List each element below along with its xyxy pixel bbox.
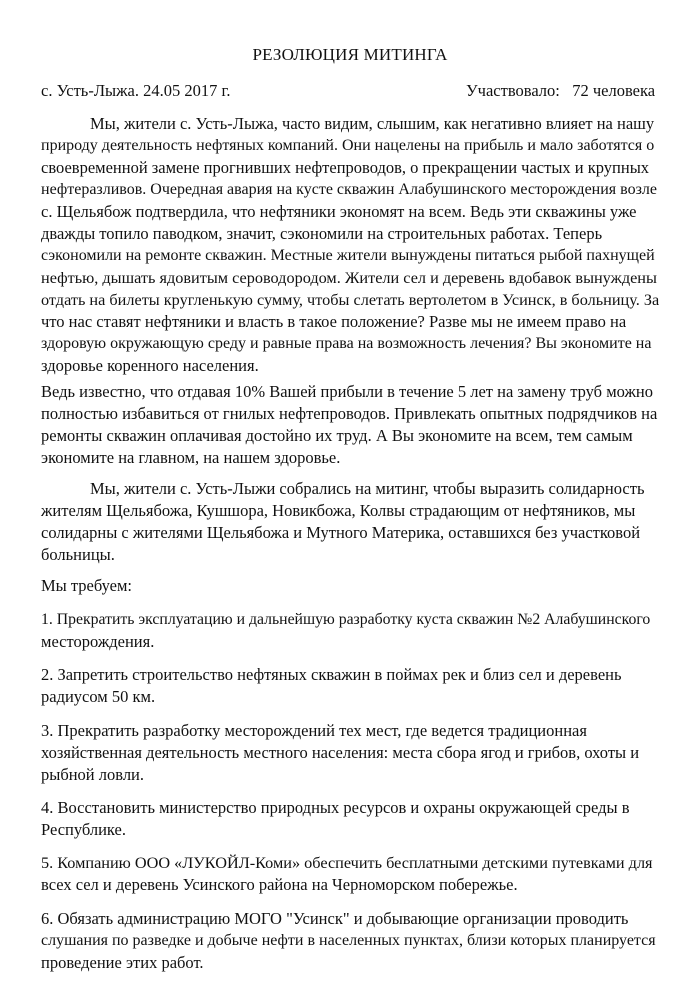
demands-heading [41, 575, 659, 597]
text-line: 1. Прекратить эксплуатацию и дальнейшую разработку куста скважин №2 Алабушинского [41, 611, 651, 628]
text-line: 4. Восстановить министерство природных ресурсов и охраны окружающей среды в [41, 798, 630, 817]
text-line: Ведь известно, что отдавая 10% Вашей прибыли в течение 5 лет на замену труб можно [41, 382, 653, 401]
paragraph-solidarity [41, 478, 659, 566]
text-line: всех сел и деревень Усинского района на Черноморском побережье. [41, 875, 518, 894]
text-line: солидарны с жителями Щельябожа и Мутного Материка, оставшихся без участковой [41, 523, 641, 542]
text-line: экономите на главном, на нашем здоровье. [41, 448, 341, 467]
text-line: нефтью, дышать ядовитым сероводородом. Жители сел и деревень вдобавок вынуждены [41, 269, 657, 287]
text-line: с. Щельябож подтвердила, что нефтяники экономят на всем. Ведь эти скважины уже [41, 202, 637, 221]
demand-6 [41, 908, 659, 974]
text-line: нефтеразливов. Очередная авария на кусте скважин Алабушинского месторождения возле [41, 181, 658, 198]
text-line: 3. Прекратить разработку месторождений тех мест, где ведется традиционная [41, 721, 587, 740]
text-line: 6. Обязать администрацию МОГО "Усинск" и добывающие организации проводить [41, 909, 629, 928]
text-line: Мы, жители с. Усть-Лыжи собрались на митинг, чтобы выразить солидарность [90, 479, 645, 498]
text-line: полностью избавиться от гнилых нефтепроводов. Привлекать опытных подрядчиков на [41, 404, 658, 423]
text-line: сэкономили на ремонте скважин. Местные жители вынуждены питаться рыбой пахнущей [41, 247, 655, 264]
participants-count: Участвовало: 72 человека [466, 81, 656, 100]
text-line: жителям Щельябожа, Кушшора, Новикбожа, Колвы страдающим от нефтяников, мы [41, 501, 636, 520]
text-line: 2. Запретить строительство нефтяных скважин в поймах рек и близ сел и деревень [41, 665, 622, 684]
paragraph-pipes [41, 381, 659, 469]
document-title: РЕЗОЛЮЦИЯ МИТИНГА [252, 45, 448, 64]
text-line: природу деятельность нефтяных компаний. Они нацелены на прибыль и мало заботятся о [41, 137, 655, 154]
text-line: хозяйственная деятельность местного населения: места сбора ягод и грибов, охоты и [41, 743, 640, 762]
text-line: дважды топило паводком, значит, сэкономили на строительных работах. Теперь [41, 224, 603, 243]
paragraph-intro [41, 113, 659, 377]
text-line: Республике. [41, 820, 126, 839]
text-line: что нас ставят нефтяники и власть в такое положение? Разве мы не имеем право на [41, 312, 627, 331]
text-line: своевременной замене прогнивших нефтепроводов, о прекращении частых и крупных [41, 158, 650, 177]
text-line: рыбной ловли. [41, 765, 145, 784]
text-line: ремонты скважин оплачивая достойно их труд. А Вы экономите на всем, тем самым [41, 426, 633, 445]
demand-4 [41, 797, 659, 841]
text-line: здоровую окружающую среду и равные права на возможность лечения? Вы экономите на [41, 335, 652, 352]
demand-2 [41, 664, 659, 708]
demand-5 [41, 852, 659, 896]
text-line: Мы требуем: [41, 576, 133, 595]
text-line: больницы. [41, 545, 115, 564]
text-line: здоровье коренного населения. [41, 356, 259, 375]
text-line: 5. Компанию ООО «ЛУКОЙЛ-Коми» обеспечить бесплатными детскими путевками для [41, 854, 653, 872]
text-line: радиусом 50 км. [41, 687, 156, 706]
demand-3 [41, 720, 659, 786]
text-line: Мы, жители с. Усть-Лыжа, часто видим, слышим, как негативно влияет на нашу [90, 114, 655, 133]
text-line: отдать на билеты кругленькую сумму, чтобы слетать вертолетом в Усинск, в больницу. За [41, 291, 660, 309]
demand-1 [41, 609, 659, 653]
text-line: слушания по разведке и добыче нефти в населенных пунктах, близи которых планируется [41, 932, 656, 949]
text-line: месторождения. [41, 632, 155, 651]
place-date: с. Усть-Лыжа. 24.05 2017 г. [41, 81, 231, 100]
text-line: проведение этих работ. [41, 953, 204, 972]
